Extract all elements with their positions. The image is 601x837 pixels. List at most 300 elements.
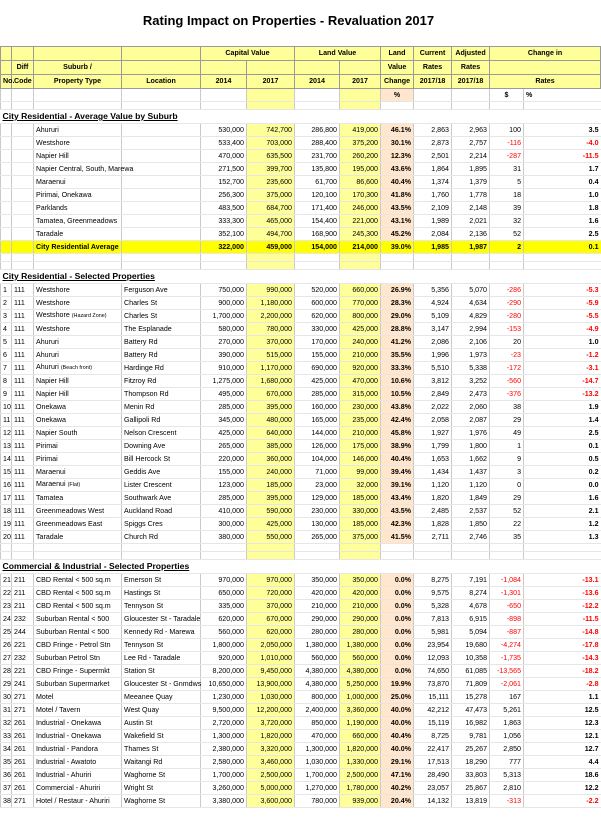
residential-row — [1, 388, 601, 401]
suburb-cell: Suburban Rental < 500 — [34, 626, 122, 639]
residential-row — [1, 401, 601, 414]
cv-2014-cell: 285,000 — [201, 401, 247, 414]
cv-2014-cell: 483,500 — [201, 202, 247, 215]
commercial-row — [1, 782, 601, 795]
change-dollars-cell: 31 — [490, 163, 524, 176]
adjusted-rates-cell: 1,800 — [452, 440, 490, 453]
no-cell: 1 — [1, 284, 12, 297]
empty-cell — [12, 254, 34, 262]
code-cell: 271 — [12, 795, 34, 808]
change-pct-cell: -2.8 — [524, 678, 601, 691]
code-cell: 261 — [12, 782, 34, 795]
location-cell: Bill Hercock St — [122, 453, 201, 466]
no-cell — [1, 163, 12, 176]
code-cell — [12, 241, 34, 254]
location-cell: Southwark Ave — [122, 492, 201, 505]
cv-2017-cell: 3,600,000 — [247, 795, 295, 808]
empty-cell — [381, 262, 414, 270]
cv-2017-cell: 684,700 — [247, 202, 295, 215]
lv-2017-cell: 290,000 — [340, 613, 381, 626]
adjusted-rates-cell: 2,963 — [452, 124, 490, 137]
adjusted-rates-cell: 1,120 — [452, 479, 490, 492]
suburb-cell: Ahururi — [34, 349, 122, 362]
current-rates-cell: 3,147 — [414, 323, 452, 336]
code-cell: 261 — [12, 756, 34, 769]
change-dollars-cell: -280 — [490, 310, 524, 323]
suburb-cell: City Residential Average — [34, 241, 122, 254]
lv-2017-cell: 246,000 — [340, 202, 381, 215]
residential-row — [1, 310, 601, 323]
location-cell: Geddis Ave — [122, 466, 201, 479]
code-cell: 232 — [12, 652, 34, 665]
empty-cell — [34, 552, 122, 560]
no-cell: 35 — [1, 756, 12, 769]
lv-2014-cell: 560,000 — [295, 652, 340, 665]
empty-cell — [122, 544, 201, 552]
current-rates-cell: 2,863 — [414, 124, 452, 137]
change-dollars-cell: 39 — [490, 202, 524, 215]
current-header: Current — [414, 47, 452, 61]
empty-cell — [490, 102, 524, 110]
section-average-title: City Residential - Average Value by Suburb — [1, 110, 601, 124]
location-cell: Austin St — [122, 717, 201, 730]
change-pct-cell: 1.2 — [524, 518, 601, 531]
adjusted-rates-cell: 2,537 — [452, 505, 490, 518]
property-note: (Hazard Zone) — [71, 313, 107, 319]
cv-2017-cell: 185,000 — [247, 479, 295, 492]
current-rates-cell: 1,653 — [414, 453, 452, 466]
land-change-cell: 0.0% — [381, 600, 414, 613]
no-cell — [1, 124, 12, 137]
land-change-cell: 39.4% — [381, 466, 414, 479]
cv-2017-cell: 550,000 — [247, 531, 295, 544]
code-cell: 111 — [12, 336, 34, 349]
cv-2017-cell: 235,600 — [247, 176, 295, 189]
residential-row — [1, 414, 601, 427]
cv-2014-cell: 2,720,000 — [201, 717, 247, 730]
suburb-cell: Ahururi — [34, 336, 122, 349]
no-cell — [1, 137, 12, 150]
commercial-row — [1, 691, 601, 704]
change-pct-cell: 2.5 — [524, 228, 601, 241]
no-cell: 3 — [1, 310, 12, 323]
change-dollars-cell: 5,313 — [490, 769, 524, 782]
adjusted-rates-cell: 1,973 — [452, 349, 490, 362]
empty-cell — [12, 262, 34, 270]
change-dollars-cell: -560 — [490, 375, 524, 388]
code-cell: 111 — [12, 297, 34, 310]
lv-2014-cell: 135,800 — [295, 163, 340, 176]
current-rates-cell: 2,058 — [414, 414, 452, 427]
capital-value-header: Capital Value — [201, 47, 295, 61]
location-cell: Charles St — [122, 310, 201, 323]
cv-2014-cell: 380,000 — [201, 531, 247, 544]
suburb-cell: Ahururi (Beach front) — [34, 362, 122, 375]
blank-row — [1, 544, 601, 552]
suburb-cell: Greenmeadows West — [34, 505, 122, 518]
code-cell — [12, 163, 34, 176]
residential-row — [1, 466, 601, 479]
change-dollars-cell: 52 — [490, 228, 524, 241]
change-pct-cell: -5.3 — [524, 284, 601, 297]
adjusted-rates-cell: 2,214 — [452, 150, 490, 163]
cv-2014-cell: 620,000 — [201, 613, 247, 626]
change-dollars-cell: 52 — [490, 505, 524, 518]
empty-cell — [201, 552, 247, 560]
change-dollars-cell: 5 — [490, 176, 524, 189]
code-cell: 111 — [12, 479, 34, 492]
empty-cell — [381, 254, 414, 262]
empty-cell — [122, 552, 201, 560]
empty-cell — [201, 254, 247, 262]
current-rates-cell: 15,119 — [414, 717, 452, 730]
no-cell: 12 — [1, 427, 12, 440]
suburb-cell: CBD Fringe - Petrol Stn — [34, 639, 122, 652]
lv-2014-header: 2014 — [295, 75, 340, 89]
lv-2017-cell: 175,000 — [340, 440, 381, 453]
cv-2017-cell: 620,000 — [247, 626, 295, 639]
change-pct-cell: 1.8 — [524, 202, 601, 215]
land-change-cell: 43.4% — [381, 492, 414, 505]
empty-cell — [247, 544, 295, 552]
current-year-header: 2017/18 — [414, 75, 452, 89]
land-change-cell: 40.4% — [381, 176, 414, 189]
no-cell: 13 — [1, 440, 12, 453]
change-pct-cell: -14.8 — [524, 626, 601, 639]
code-cell: 261 — [12, 769, 34, 782]
lv-2017-cell: 3,360,000 — [340, 704, 381, 717]
cv-2014-cell: 580,000 — [201, 323, 247, 336]
land-change-cell: 26.9% — [381, 284, 414, 297]
lv-2017-cell: 99,000 — [340, 466, 381, 479]
adjusted-rates-cell: 10,358 — [452, 652, 490, 665]
commercial-row — [1, 587, 601, 600]
lv-2017-cell: 770,000 — [340, 297, 381, 310]
current-rates-cell: 2,501 — [414, 150, 452, 163]
lv-2014-cell: 4,380,000 — [295, 665, 340, 678]
lv-2014-cell: 520,000 — [295, 284, 340, 297]
adjusted-rates-cell: 8,274 — [452, 587, 490, 600]
location-cell: Wakefield St — [122, 730, 201, 743]
commercial-row — [1, 704, 601, 717]
no-cell: 24 — [1, 613, 12, 626]
cv-2017-cell: 742,700 — [247, 124, 295, 137]
change-dollars-cell: 20 — [490, 336, 524, 349]
lv-2017-cell: 350,000 — [340, 574, 381, 587]
cv-2014-cell: 650,000 — [201, 587, 247, 600]
lv-2014-cell: 800,000 — [295, 691, 340, 704]
change-pct-cell: -2.2 — [524, 795, 601, 808]
code-cell: 111 — [12, 531, 34, 544]
code-cell: 111 — [12, 349, 34, 362]
lv-2014-cell: 350,000 — [295, 574, 340, 587]
average-total-row — [1, 241, 601, 254]
header-row-1 — [1, 47, 601, 61]
cv-2017-cell: 1,680,000 — [247, 375, 295, 388]
empty-cell — [524, 102, 601, 110]
location-cell — [122, 228, 201, 241]
suburb-cell: Tamatea — [34, 492, 122, 505]
lv-2017-cell: 185,000 — [340, 492, 381, 505]
change-pct-cell: 12.2 — [524, 782, 601, 795]
land-change-cell: 10.6% — [381, 375, 414, 388]
suburb-cell: Suburban Petrol Stn — [34, 652, 122, 665]
lv-2014-cell: 265,000 — [295, 531, 340, 544]
cv-2017-cell: 370,000 — [247, 600, 295, 613]
adjusted-rates-cell: 16,982 — [452, 717, 490, 730]
suburb-cell: Westshore — [34, 297, 122, 310]
change-dollars-cell: -650 — [490, 600, 524, 613]
empty-cell — [340, 544, 381, 552]
lv-2017-cell: 245,300 — [340, 228, 381, 241]
empty-cell — [34, 254, 122, 262]
current-rates-cell: 1,820 — [414, 492, 452, 505]
lv-2014-cell: 290,000 — [295, 613, 340, 626]
lv-2014-cell: 780,000 — [295, 795, 340, 808]
empty-cell — [122, 254, 201, 262]
change-dollars-cell: -172 — [490, 362, 524, 375]
adjusted-rates-cell: 47,473 — [452, 704, 490, 717]
empty-cell — [490, 552, 524, 560]
adjusted-rates-cell: 71,809 — [452, 678, 490, 691]
suburb-cell: Suburban Rental < 500 — [34, 613, 122, 626]
change-dollars-cell: -313 — [490, 795, 524, 808]
cv-2017-cell: 480,000 — [247, 414, 295, 427]
empty-cell — [414, 544, 452, 552]
lv-2017-cell: 280,000 — [340, 626, 381, 639]
code-cell — [12, 124, 34, 137]
empty-cell — [247, 254, 295, 262]
empty-cell — [122, 262, 201, 270]
location-cell: Fitzroy Rd — [122, 375, 201, 388]
commercial-row — [1, 652, 601, 665]
change-pct-cell: -1.2 — [524, 349, 601, 362]
commercial-row — [1, 665, 601, 678]
lv-2017-cell: 32,000 — [340, 479, 381, 492]
lv-2014-cell: 168,900 — [295, 228, 340, 241]
change-pct-cell: 1.6 — [524, 215, 601, 228]
code-cell: 241 — [12, 678, 34, 691]
cv-2014-cell: 8,200,000 — [201, 665, 247, 678]
section-commercial — [1, 560, 601, 574]
code-cell: 111 — [12, 310, 34, 323]
current-rates-cell: 23,954 — [414, 639, 452, 652]
empty-cell — [340, 254, 381, 262]
empty-cell — [295, 254, 340, 262]
land-value-header: Land Value — [295, 47, 381, 61]
adjusted-rates-cell: 2,060 — [452, 401, 490, 414]
empty-cell — [340, 102, 381, 110]
empty-cell — [295, 262, 340, 270]
no-cell: 5 — [1, 336, 12, 349]
cv-2017-cell: 780,000 — [247, 323, 295, 336]
average-row — [1, 228, 601, 241]
average-row — [1, 215, 601, 228]
change-pct-cell: 1.0 — [524, 189, 601, 202]
lv-2014-cell: 120,100 — [295, 189, 340, 202]
land-change-cell: 42.3% — [381, 518, 414, 531]
rating-table — [0, 46, 601, 808]
suburb-cell: Napier South — [34, 427, 122, 440]
location-cell: The Esplanade — [122, 323, 201, 336]
current-rates-cell: 2,849 — [414, 388, 452, 401]
change-pct-cell: 0.4 — [524, 176, 601, 189]
cv-2014-cell: 352,100 — [201, 228, 247, 241]
no-cell: 31 — [1, 704, 12, 717]
lv-2014-cell: 425,000 — [295, 375, 340, 388]
code-cell — [12, 215, 34, 228]
no-cell — [1, 202, 12, 215]
code-cell — [12, 137, 34, 150]
cv-2017-cell: 494,700 — [247, 228, 295, 241]
adjusted-rates-cell: 2,106 — [452, 336, 490, 349]
land-change-cell: 29.1% — [381, 756, 414, 769]
current-rates-cell: 2,873 — [414, 137, 452, 150]
change-dollars-cell: 2 — [490, 241, 524, 254]
change-pct-cell: 18.6 — [524, 769, 601, 782]
no-cell: 34 — [1, 743, 12, 756]
adjusted-rates-cell: 61,085 — [452, 665, 490, 678]
location-cell: Thompson Rd — [122, 388, 201, 401]
land-change-cell: 40.0% — [381, 743, 414, 756]
change-pct-cell: 1.0 — [524, 336, 601, 349]
lv-2014-cell: 600,000 — [295, 297, 340, 310]
cv-2014-cell: 333,300 — [201, 215, 247, 228]
cv-2017-cell: 635,500 — [247, 150, 295, 163]
lv-2014-cell: 165,000 — [295, 414, 340, 427]
code-cell — [12, 202, 34, 215]
empty-cell — [1, 254, 12, 262]
adjusted-rates-cell: 4,678 — [452, 600, 490, 613]
average-row — [1, 163, 601, 176]
lv-2017-cell: 1,820,000 — [340, 743, 381, 756]
empty-cell — [414, 262, 452, 270]
location-cell: Waghorne St — [122, 795, 201, 808]
location-cell: Hardinge Rd — [122, 362, 201, 375]
no-cell: 21 — [1, 574, 12, 587]
change-dollars-cell: 1 — [490, 440, 524, 453]
land-change-cell: 29.0% — [381, 310, 414, 323]
section-residential-title: City Residential - Selected Properties — [1, 270, 601, 284]
empty-cell — [1, 552, 12, 560]
blank-row — [1, 552, 601, 560]
cv-2014-cell: 155,000 — [201, 466, 247, 479]
cv-2014-cell: 1,275,000 — [201, 375, 247, 388]
residential-row — [1, 505, 601, 518]
land-change-cell: 41.8% — [381, 189, 414, 202]
no-cell: 9 — [1, 388, 12, 401]
lv-2017-cell: 920,000 — [340, 362, 381, 375]
lv-2017-cell: 375,200 — [340, 137, 381, 150]
current-rates-cell: 1,828 — [414, 518, 452, 531]
lv-2017-cell: 1,330,000 — [340, 756, 381, 769]
change-pct-cell: -17.8 — [524, 639, 601, 652]
cv-2017-cell: 670,000 — [247, 613, 295, 626]
adjusted-year-header: 2017/18 — [452, 75, 490, 89]
change-pct-cell: 0.1 — [524, 440, 601, 453]
change-dollars-cell: 1,863 — [490, 717, 524, 730]
commercial-row — [1, 678, 601, 691]
adjusted-rates-cell: 33,803 — [452, 769, 490, 782]
lv-2014-cell: 4,380,000 — [295, 678, 340, 691]
code-cell: 111 — [12, 427, 34, 440]
no-cell: 18 — [1, 505, 12, 518]
lv-2017-cell: 419,000 — [340, 124, 381, 137]
adjusted-header: Adjusted — [452, 47, 490, 61]
location-cell: Gloucester St - Taradale — [122, 613, 201, 626]
current-rates-cell: 2,022 — [414, 401, 452, 414]
dollar-unit: $ — [490, 89, 524, 102]
lv-2014-cell: 23,000 — [295, 479, 340, 492]
no-cell: 14 — [1, 453, 12, 466]
location-cell: Hastings St — [122, 587, 201, 600]
lv-2017-cell: 660,000 — [340, 284, 381, 297]
location-cell — [122, 176, 201, 189]
no-cell: 19 — [1, 518, 12, 531]
change-pct-cell: -14.7 — [524, 375, 601, 388]
land-change-cell: 12.3% — [381, 150, 414, 163]
suburb-cell: CBD Rental < 500 sq.m — [34, 587, 122, 600]
current-rates-cell: 12,093 — [414, 652, 452, 665]
residential-row — [1, 349, 601, 362]
code-cell: 111 — [12, 323, 34, 336]
suburb-cell: Westshore — [34, 284, 122, 297]
empty-cell — [490, 262, 524, 270]
lv-2014-cell: 1,380,000 — [295, 639, 340, 652]
cv-2014-cell: 970,000 — [201, 574, 247, 587]
change-pct-cell: -12.2 — [524, 600, 601, 613]
change-dollars-cell: -13,565 — [490, 665, 524, 678]
no-cell: 28 — [1, 665, 12, 678]
adjusted-rates-cell: 6,915 — [452, 613, 490, 626]
lv-2017-cell: 2,500,000 — [340, 769, 381, 782]
lv-2014-cell: 420,000 — [295, 587, 340, 600]
suburb-cell: Hotel / Restaur - Ahuriri — [34, 795, 122, 808]
change-pct-cell: -18.2 — [524, 665, 601, 678]
empty-cell — [452, 254, 490, 262]
code-cell — [12, 176, 34, 189]
adjusted-rates-cell: 1,379 — [452, 176, 490, 189]
lv-2014-cell: 1,300,000 — [295, 743, 340, 756]
residential-row — [1, 492, 601, 505]
change-pct-cell: -13.2 — [524, 388, 601, 401]
empty-cell — [452, 552, 490, 560]
lv-2014-cell: 71,000 — [295, 466, 340, 479]
location-cell: Lee Rd - Taradale — [122, 652, 201, 665]
change-pct-cell: -13.6 — [524, 587, 601, 600]
no-cell: 17 — [1, 492, 12, 505]
empty-cell — [340, 552, 381, 560]
change-pct-cell: 2.5 — [524, 427, 601, 440]
land-change-cell: 43.5% — [381, 505, 414, 518]
lv-2017-cell: 195,000 — [340, 163, 381, 176]
adjusted-rates-cell: 1,778 — [452, 189, 490, 202]
commercial-row — [1, 756, 601, 769]
empty-cell — [247, 552, 295, 560]
section-commercial-title: Commercial & Industrial - Selected Properties — [1, 560, 601, 574]
code-cell: 261 — [12, 717, 34, 730]
average-row — [1, 137, 601, 150]
code-cell: 111 — [12, 388, 34, 401]
current-rates-cell: 2,084 — [414, 228, 452, 241]
location-cell: Kennedy Rd - Marewa — [122, 626, 201, 639]
location-cell: Emerson St — [122, 574, 201, 587]
suburb-cell: Industrial - Pandora — [34, 743, 122, 756]
adjusted-rates-cell: 19,680 — [452, 639, 490, 652]
no-cell: 16 — [1, 479, 12, 492]
average-row — [1, 189, 601, 202]
change-pct-cell: 3.5 — [524, 124, 601, 137]
